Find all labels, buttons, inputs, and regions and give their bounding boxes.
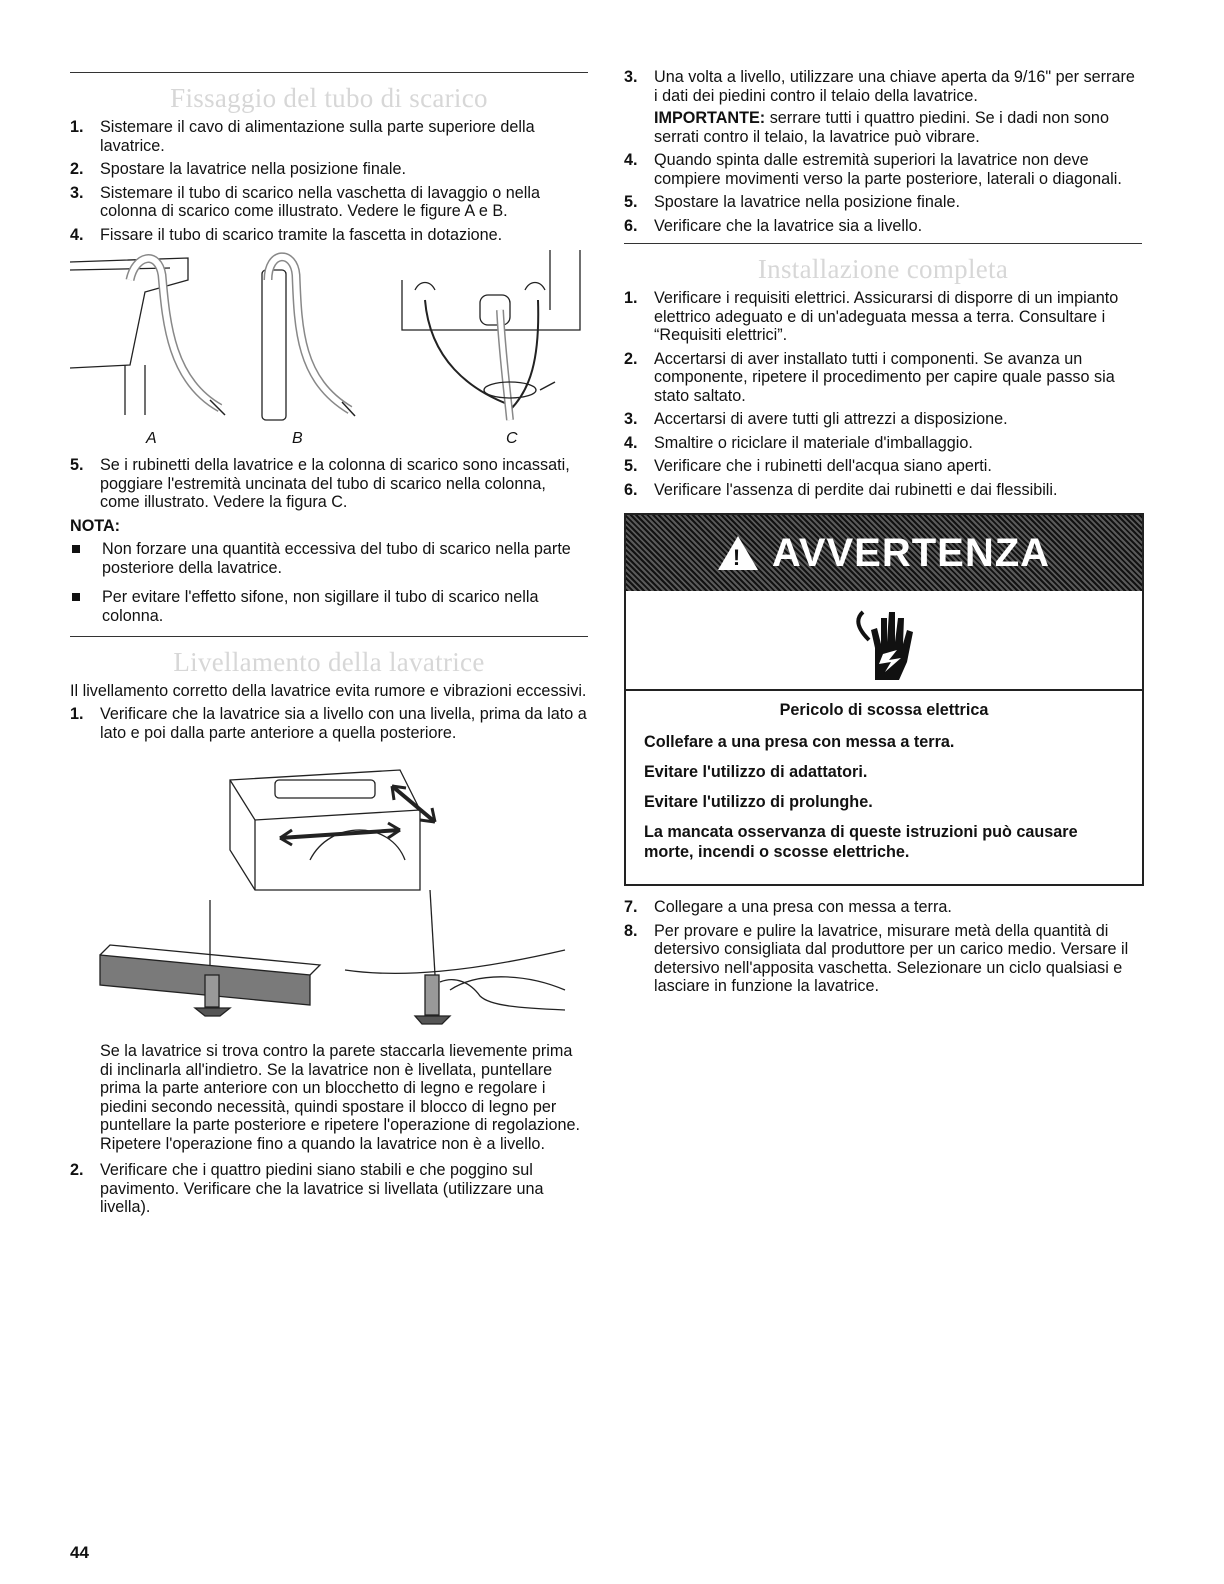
- figure-c-recessed: [402, 250, 580, 420]
- list-item: 3. Sistemare il tubo di scarico nella vaschetta di lavaggio o nella colonna di scarico come illustrato. Vedere le figure A e B.: [70, 183, 541, 220]
- leveling-step1: [70, 705, 588, 742]
- drain-hose-steps: [70, 118, 588, 244]
- warning-heading: AVVERTENZA: [771, 530, 1051, 575]
- list-item: 8. Per provare e pulire la lavatrice, misurare metà della quantità di detersivo consigliata dal produttore per un carico medio. Versare il detersivo nell'apposita vaschetta. Selezionare un ciclo qualsiasi e lasciare in funzione la lavatrice.: [624, 921, 1129, 995]
- list-item: 3. Accertarsi di avere tutti gli attrezzi a disposizione.: [624, 410, 1008, 428]
- list-item: 6. Verificare che la lavatrice sia a livello.: [624, 216, 923, 235]
- section-title-leveling: Livellamento della lavatrice: [173, 646, 485, 677]
- note-title: NOTA:: [70, 516, 121, 535]
- list-item: 1. Verificare che la lavatrice sia a livello con una livella, prima da lato a lato e poi dalla parte anteriore a quella posteriore.: [70, 705, 587, 742]
- list-item: 3. Una volta a livello, utilizzare una chiave aperta da 9/16" per serrare i dati dei piedini contro il telaio della lavatrice. IMPORTANTE: serrare tutti i quattro piedini. Se i dadi non sono serrati contro il telaio, la lavatrice può vibrare.: [624, 68, 1142, 146]
- list-item: Per evitare l'effetto sifone, non sigillare il tubo di scarico nella colonna.: [70, 588, 588, 626]
- bullet-square-icon: [72, 545, 80, 553]
- figure-label-a: A: [146, 430, 157, 447]
- right-column: [624, 68, 1142, 1001]
- section-divider: [624, 243, 1142, 244]
- warning-header: [626, 515, 1142, 591]
- list-item: 4. Fissare il tubo di scarico tramite la fascetta in dotazione.: [70, 225, 503, 244]
- leveling-step1-detail: Se la lavatrice si trova contro la parete staccarla lievemente prima di inclinarla all'indietro. Se la lavatrice non è livellata, puntellare prima la parte anteriore con un blocchetto di legno e regolare i piedini secondo necessità, quindi spostare il blocco di legno per puntellare la parte posteriore e ripetere l'operazione di regolazione. Ripetere l'operazione fino a quando la lavatrice non è a livello.: [100, 1042, 581, 1153]
- section-divider: [70, 72, 588, 73]
- warning-box: [624, 513, 1144, 886]
- warning-subtitle: Pericolo di scossa elettrica: [779, 701, 989, 719]
- list-item: 4. Smaltire o riciclare il materiale d'imballaggio.: [624, 433, 973, 452]
- leveling-intro: Il livellamento corretto della lavatrice evita rumore e vibrazioni eccessivi.: [70, 681, 587, 700]
- leveling-illustration: [70, 750, 588, 1030]
- leveling-step2: [70, 1161, 588, 1217]
- list-item: Non forzare una quantità eccessiva del tubo di scarico nella parte posteriore della lavatrice.: [70, 540, 588, 578]
- list-item: 1. Verificare i requisiti elettrici. Assicurarsi di disporre di un impianto elettrico adeguato e di un'adeguata messa a terra. Consultare i “Requisiti elettrici”.: [624, 289, 1119, 344]
- drain-hose-illustration: [70, 250, 588, 430]
- warning-line: Evitare l'utilizzo di adattatori.: [644, 763, 868, 781]
- leveling-continued-steps: [624, 68, 1142, 235]
- list-item: 5. Verificare che i rubinetti dell'acqua siano aperti.: [624, 457, 992, 475]
- warning-line: Evitare l'utilizzo di prolunghe.: [644, 793, 873, 811]
- important-note: IMPORTANTE: serrare tutti i quattro piedini. Se i dadi non sono serrati contro il telaio, la lavatrice può vibrare.: [654, 109, 1109, 146]
- left-column: [70, 60, 588, 1222]
- figure-a-laundry-tub: [70, 258, 225, 415]
- list-item: 2. Accertarsi di aver installato tutti i componenti. Se avanza un componente, ripetere il procedimento per capire quale passo sia stato saltato.: [624, 349, 1115, 405]
- list-item: 5. Se i rubinetti della lavatrice e la colonna di scarico sono incassati, poggiare l'estremità uncinata del tubo di scarico nella colonna, come illustrato. Vedere la figura C.: [70, 456, 570, 511]
- list-item: 1. Sistemare il cavo di alimentazione sulla parte superiore della lavatrice.: [70, 118, 535, 155]
- warning-text: [626, 691, 1142, 884]
- section-title-drain-hose: Fissaggio del tubo di scarico: [170, 83, 488, 113]
- complete-install-steps: [624, 289, 1142, 499]
- complete-install-steps-after: [624, 898, 1142, 996]
- list-item: 2. Spostare la lavatrice nella posizione finale.: [70, 160, 406, 178]
- electric-shock-icon: [626, 591, 1142, 691]
- list-item: 5. Spostare la lavatrice nella posizione finale.: [624, 193, 960, 211]
- bullet-square-icon: [72, 593, 80, 601]
- list-item: 6. Verificare l'assenza di perdite dai rubinetti e dai flessibili.: [624, 480, 1058, 499]
- page-number: 44: [70, 1543, 89, 1562]
- warning-line: La mancata osservanza di queste istruzioni può causare morte, incendi o scosse elettriche.: [644, 823, 1078, 861]
- drain-hose-step5: [70, 456, 588, 512]
- figure-b-standpipe: [262, 257, 355, 420]
- figure-labels: [70, 430, 588, 452]
- warning-line: Collefare a una presa con messa a terra.: [644, 733, 955, 751]
- figure-label-c: C: [506, 430, 518, 447]
- list-item: 4. Quando spinta dalle estremità superiori la lavatrice non deve compiere movimenti verso la parte posteriore, laterali o diagonali.: [624, 151, 1122, 188]
- warning-triangle-icon: !: [718, 536, 758, 570]
- section-divider: [70, 636, 588, 637]
- figure-label-b: B: [292, 430, 303, 447]
- list-item: 7. Collegare a una presa con messa a terra.: [624, 898, 952, 916]
- section-title-complete-install: Installazione completa: [757, 254, 1009, 284]
- note-list: [70, 540, 588, 626]
- list-item: 2. Verificare che i quattro piedini siano stabili e che poggino sul pavimento. Verificare che la lavatrice si livellata (utilizzare una livella).: [70, 1161, 544, 1216]
